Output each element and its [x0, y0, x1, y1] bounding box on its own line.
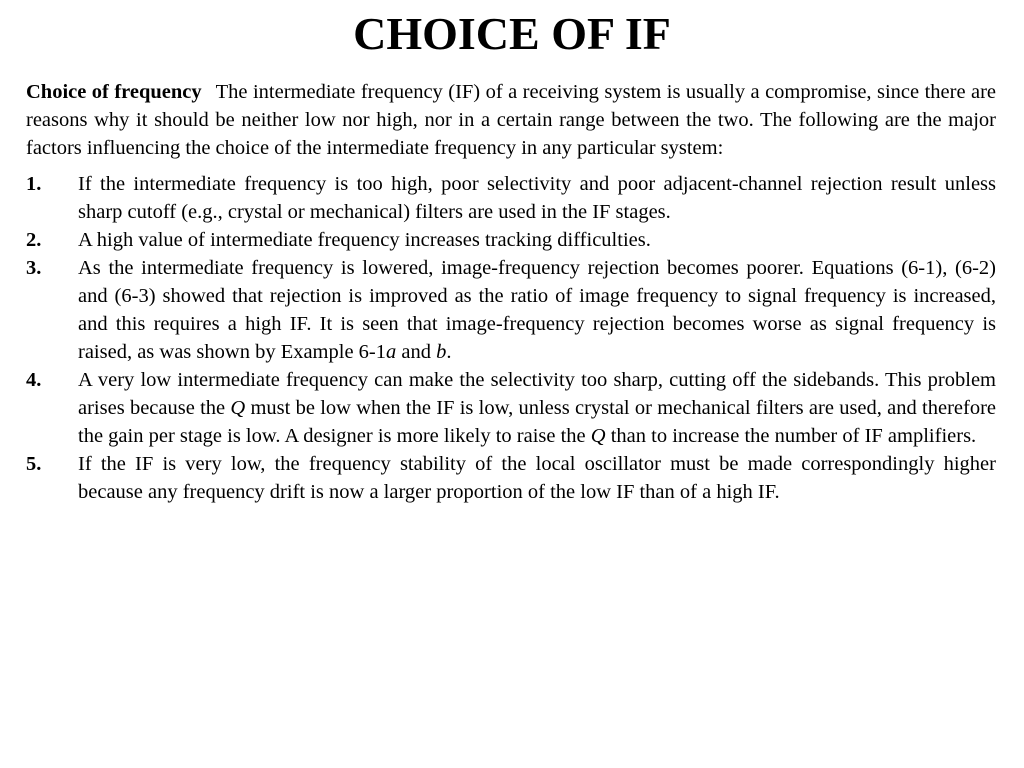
intro-lead: Choice of frequency: [26, 81, 202, 103]
factor-item-5: [26, 450, 996, 506]
example-part-label: a: [386, 341, 397, 363]
factor-text: [78, 254, 996, 366]
intro-paragraph: [26, 78, 996, 162]
factor-text-part: .: [446, 341, 452, 363]
factor-text-part: As the intermediate frequency is lowered, image-frequency rejection becomes poorer. Equations (6-1), (6-2) and (6-3) showed that rejection is improved as the ratio of image frequency to signal frequency is increased, and this requires a high IF. It is seen that image-frequency rejection becomes worse as signal frequency is raised, as was shown by Example 6-1: [78, 257, 996, 363]
factor-number: 1.: [26, 173, 42, 195]
q-symbol: Q: [230, 397, 246, 419]
factor-item-2: [26, 226, 996, 254]
factor-number: 5.: [26, 453, 42, 475]
factor-text: [78, 366, 996, 450]
factor-text: If the IF is very low, the frequency stability of the local oscillator must be made correspondingly higher because any frequency drift is now a larger proportion of the low IF than of a high IF.: [78, 453, 996, 503]
factor-number: 3.: [26, 257, 42, 279]
factor-list: [26, 170, 996, 506]
factor-number: 2.: [26, 229, 42, 251]
factor-item-4: [26, 366, 996, 450]
factor-number: 4.: [26, 369, 42, 391]
intro-text: The intermediate frequency (IF) of a receiving system is usually a compromise, since there are reasons why it should be neither low nor high, nor in a certain range between the two. The following are the major factors influencing the choice of the intermediate frequency in any particular system:: [26, 81, 997, 159]
factor-text: If the intermediate frequency is too high, poor selectivity and poor adjacent-channel rejection result unless sharp cutoff (e.g., crystal or mechanical) filters are used in the IF stages.: [78, 173, 996, 223]
factor-text-part: A very low intermediate frequency can make the selectivity too sharp, cutting off the sidebands. This problem arises because the: [78, 369, 996, 419]
factor-text-part: must be low when the IF is low, unless crystal or mechanical filters are used, and therefore the gain per stage is low. A designer is more likely to raise the: [78, 397, 996, 447]
slide-title: CHOICE OF IF: [353, 8, 671, 59]
slide-content: [26, 78, 996, 506]
q-symbol: Q: [590, 425, 606, 447]
factor-item-3: [26, 254, 996, 366]
example-part-label: b: [436, 341, 447, 363]
factor-text-part: than to increase the number of IF amplifiers.: [605, 425, 977, 447]
factor-text: A high value of intermediate frequency increases tracking difficulties.: [78, 229, 651, 251]
factor-item-1: [26, 170, 996, 226]
factor-text-part: and: [396, 341, 437, 363]
